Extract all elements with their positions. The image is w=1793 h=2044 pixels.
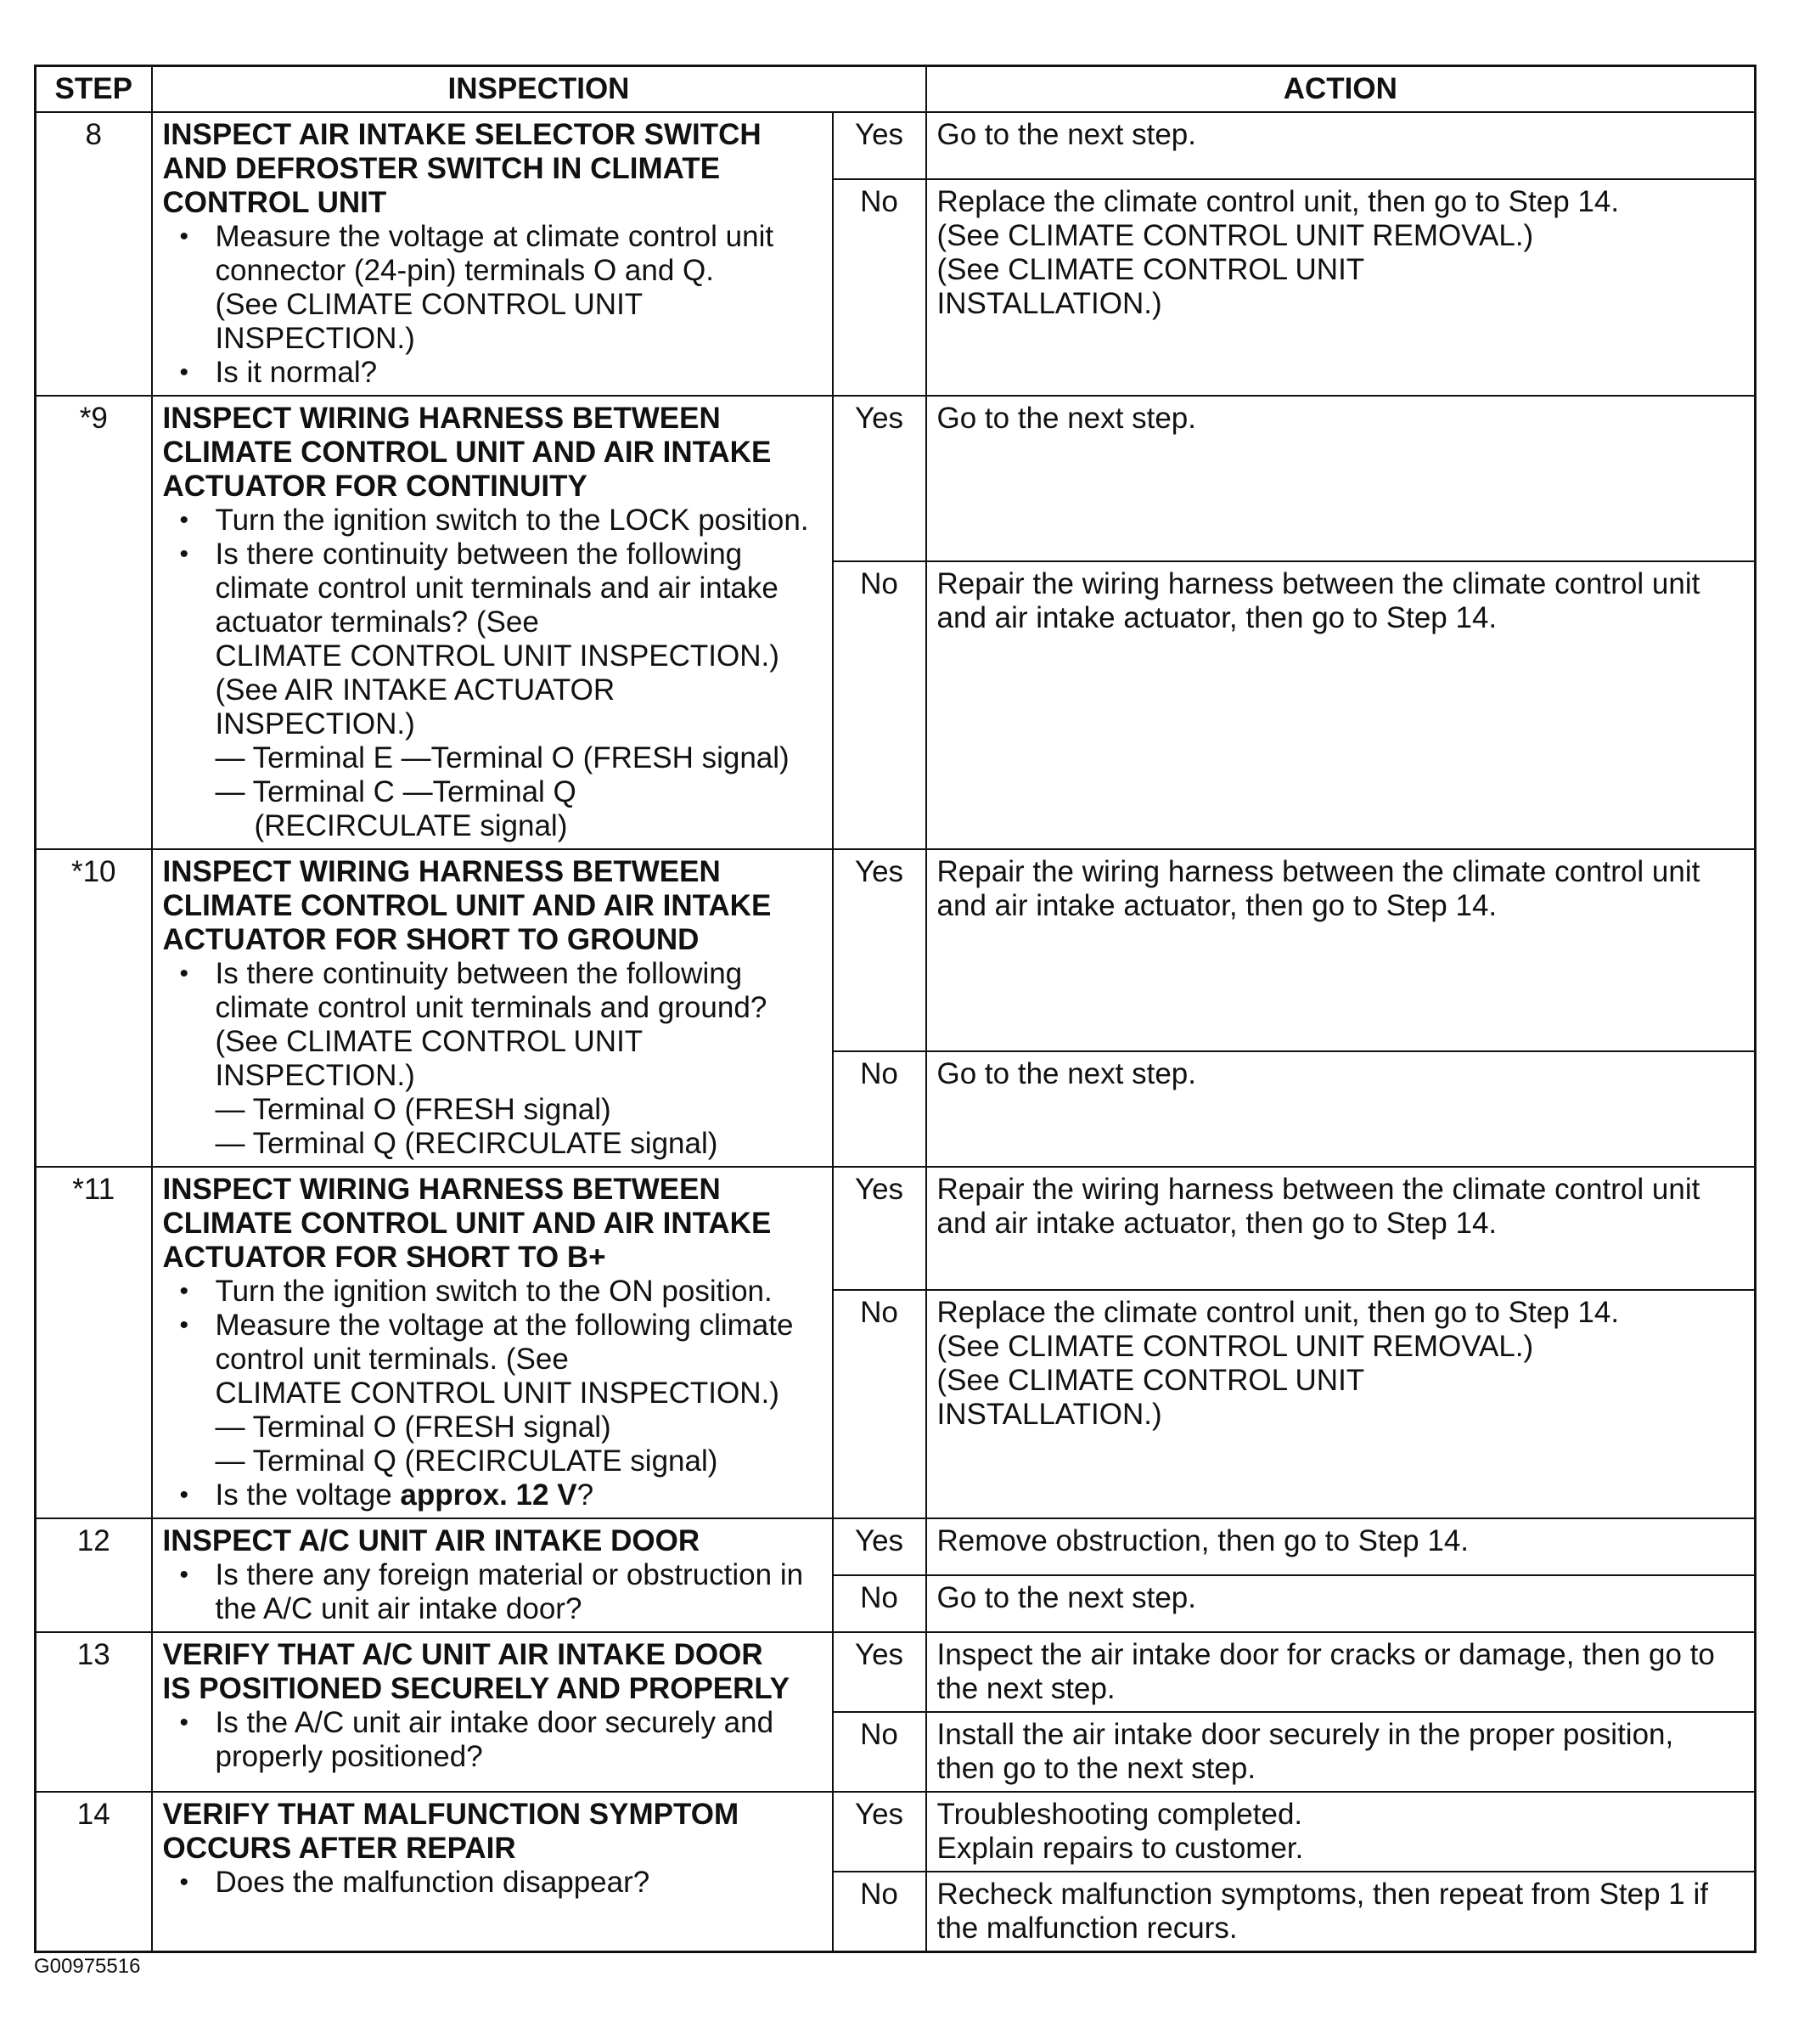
bullet-line: CLIMATE CONTROL UNIT INSPECTION.) [215, 1377, 779, 1410]
action-line: INSTALLATION.) [936, 1398, 1162, 1432]
inspection-cell [152, 396, 833, 849]
action-line: Go to the next step. [936, 1056, 1196, 1090]
bullet-line: • Is there continuity between the following [215, 538, 743, 571]
bullet-line: (See CLIMATE CONTROL UNIT [215, 288, 644, 321]
terminal-subitem [216, 1444, 825, 1478]
step-row [36, 1792, 1756, 1872]
no-label: No [833, 1575, 926, 1632]
action-line: the next step. [936, 1672, 1116, 1705]
terminal-line: — Terminal Q (RECIRCULATE signal) [215, 1444, 718, 1478]
no-action [926, 1712, 1756, 1792]
inspection-bullet [216, 1866, 825, 1900]
inspection-title-line: INSPECT WIRING HARNESS BETWEEN [162, 855, 721, 888]
terminal-line: — Terminal O (FRESH signal) [215, 1411, 611, 1444]
yes-label: Yes [833, 1792, 926, 1872]
bullet-line: INSPECTION.) [215, 322, 415, 355]
inspection-cell [152, 1632, 833, 1792]
terminal-line: — Terminal C —Terminal Q [215, 775, 576, 808]
inspection-title-line: AND DEFROSTER SWITCH IN CLIMATE [162, 152, 721, 185]
step-number: *10 [36, 849, 152, 1167]
action-line: Troubleshooting completed. [936, 1798, 1303, 1831]
troubleshooting-table [34, 65, 1756, 1953]
inspection-bullets [163, 1706, 825, 1774]
action-line: (See CLIMATE CONTROL UNIT REMOVAL.) [936, 219, 1534, 253]
inspection-bullet [216, 538, 825, 843]
bullet-text: ? [576, 1478, 594, 1512]
bullet-line: (See CLIMATE CONTROL UNIT [215, 1025, 644, 1058]
inspection-title-line: ACTUATOR FOR CONTINUITY [162, 470, 587, 503]
yes-label: Yes [833, 1518, 926, 1575]
yes-action [926, 1632, 1756, 1712]
action-line: Install the air intake door securely in the proper position, [936, 1718, 1674, 1751]
action-line: (See CLIMATE CONTROL UNIT [936, 1364, 1365, 1398]
step-number: 8 [36, 112, 152, 396]
no-label: No [833, 179, 926, 396]
inspection-bullet [216, 1706, 825, 1774]
inspection-bullets [163, 1558, 825, 1626]
inspection-title-line: ACTUATOR FOR SHORT TO GROUND [162, 923, 700, 956]
action-line: Replace the climate control unit, then go to Step 14. [936, 1296, 1620, 1330]
inspection-cell [152, 1792, 833, 1952]
inspection-title-line: CLIMATE CONTROL UNIT AND AIR INTAKE [162, 436, 772, 469]
inspection-title-line: ACTUATOR FOR SHORT TO B+ [162, 1241, 606, 1274]
bullet-line: INSPECTION.) [215, 707, 415, 740]
no-label: No [833, 1051, 926, 1167]
inspection-bullet [216, 1275, 825, 1309]
bullet-line: actuator terminals? (See [215, 605, 539, 639]
terminal-subitem [216, 1411, 825, 1444]
table-body [36, 112, 1756, 1952]
yes-label: Yes [833, 849, 926, 1051]
action-line: and air intake actuator, then go to Step 14. [936, 1207, 1498, 1240]
bullet-emphasis: approx. 12 V [400, 1478, 577, 1512]
inspection-bullet [216, 1478, 825, 1512]
inspection-cell [152, 1167, 833, 1518]
inspection-bullets [163, 504, 825, 843]
no-label: No [833, 1712, 926, 1792]
yes-label: Yes [833, 1632, 926, 1712]
step-number: *11 [36, 1167, 152, 1518]
step-row [36, 1632, 1756, 1712]
bullet-line: INSPECTION.) [215, 1059, 415, 1092]
inspection-title-line: VERIFY THAT A/C UNIT AIR INTAKE DOOR [162, 1638, 763, 1671]
action-line: Repair the wiring harness between the climate control unit [936, 566, 1700, 600]
action-line: then go to the next step. [936, 1752, 1256, 1785]
yes-label: Yes [833, 1167, 926, 1290]
inspection-title-line: CLIMATE CONTROL UNIT AND AIR INTAKE [162, 1207, 772, 1240]
action-line: the malfunction recurs. [936, 1912, 1238, 1945]
inspection-title-line: CLIMATE CONTROL UNIT AND AIR INTAKE [162, 889, 772, 922]
bullet-line: • Is the A/C unit air intake door securely and [215, 1706, 774, 1739]
yes-label: Yes [833, 396, 926, 561]
bullet-line: properly positioned? [215, 1740, 483, 1773]
no-action [926, 1290, 1756, 1518]
bullet-text: Is the voltage [215, 1478, 401, 1512]
action-line: Remove obstruction, then go to Step 14. [936, 1524, 1470, 1557]
step-number: *9 [36, 396, 152, 849]
step-row [36, 1518, 1756, 1575]
action-line: Replace the climate control unit, then go to Step 14. [936, 185, 1620, 219]
terminal-subitem [216, 1093, 825, 1127]
bullet-line: climate control unit terminals and air intake [215, 572, 778, 605]
inspection-cell [152, 112, 833, 396]
inspection-title-line: CONTROL UNIT [162, 186, 387, 219]
yes-action [926, 1792, 1756, 1872]
action-line: INSTALLATION.) [936, 287, 1162, 321]
inspection-bullet [216, 1309, 825, 1478]
step-row [36, 112, 1756, 179]
inspection-cell [152, 849, 833, 1167]
terminal-line: — Terminal E —Terminal O (FRESH signal) [215, 741, 790, 774]
bullet-line: CLIMATE CONTROL UNIT INSPECTION.) [215, 639, 779, 673]
inspection-bullets [163, 1866, 825, 1900]
header-row [36, 66, 1756, 113]
terminal-subitem [216, 775, 825, 843]
no-action [926, 1575, 1756, 1632]
bullet-line: • Measure the voltage at the following climate [215, 1309, 794, 1342]
inspection-bullet [216, 504, 825, 538]
action-line: Go to the next step. [936, 1581, 1196, 1614]
step-number: 12 [36, 1518, 152, 1632]
inspection-bullets [163, 220, 825, 390]
inspection-title-line: IS POSITIONED SECURELY AND PROPERLY [162, 1672, 790, 1705]
bullet-line: the A/C unit air intake door? [215, 1592, 582, 1625]
no-action [926, 179, 1756, 396]
bullet-line: • Is there any foreign material or obstruction in [215, 1558, 804, 1591]
bullet-line: climate control unit terminals and ground? [215, 991, 767, 1024]
terminal-line: — Terminal Q (RECIRCULATE signal) [215, 1127, 718, 1160]
yes-action [926, 1518, 1756, 1575]
action-line: Repair the wiring harness between the climate control unit [936, 1173, 1700, 1206]
yes-label: Yes [833, 112, 926, 179]
figure-code: G00975516 [34, 1955, 141, 1978]
inspection-bullets [163, 957, 825, 1161]
terminal-line: — Terminal O (FRESH signal) [215, 1093, 611, 1126]
bullet-line: • Turn the ignition switch to the ON position. [215, 1275, 773, 1308]
step-row [36, 849, 1756, 1051]
bullet-line: • Does the malfunction disappear? [215, 1866, 650, 1899]
bullet-line: • Turn the ignition switch to the LOCK position. [215, 504, 809, 537]
bullet-line: control unit terminals. (See [215, 1343, 569, 1376]
header-step: STEP [36, 66, 152, 113]
bullet-line: • Is it normal? [215, 356, 378, 389]
inspection-title-line: OCCURS AFTER REPAIR [162, 1832, 516, 1865]
inspection-title-line: INSPECT WIRING HARNESS BETWEEN [162, 402, 721, 435]
action-line: Repair the wiring harness between the climate control unit [936, 855, 1700, 888]
no-label: No [833, 1872, 926, 1952]
inspection-bullet [216, 356, 825, 390]
terminal-line: (RECIRCULATE signal) [254, 809, 568, 842]
inspection-bullets [163, 1275, 825, 1512]
action-line: Go to the next step. [936, 402, 1196, 435]
inspection-bullet [216, 1558, 825, 1626]
bullet-line: • Is there continuity between the following [215, 957, 743, 990]
bullet-line: • Measure the voltage at climate control unit [215, 220, 774, 253]
terminal-subitem [216, 741, 825, 775]
inspection-bullet [216, 220, 825, 356]
no-label: No [833, 1290, 926, 1518]
action-line: Explain repairs to customer. [936, 1832, 1304, 1865]
inspection-title-line: VERIFY THAT MALFUNCTION SYMPTOM [162, 1798, 739, 1831]
yes-action [926, 396, 1756, 561]
action-line: Inspect the air intake door for cracks or damage, then go to [936, 1638, 1715, 1671]
step-number: 13 [36, 1632, 152, 1792]
header-action: ACTION [926, 66, 1756, 113]
action-line: and air intake actuator, then go to Step 14. [936, 600, 1498, 634]
step-row [36, 396, 1756, 561]
action-line: (See CLIMATE CONTROL UNIT REMOVAL.) [936, 1330, 1534, 1364]
inspection-cell [152, 1518, 833, 1632]
no-action [926, 561, 1756, 849]
yes-action [926, 849, 1756, 1051]
bullet-line: (See AIR INTAKE ACTUATOR [215, 673, 615, 707]
terminal-subitem [216, 1127, 825, 1161]
action-line: Go to the next step. [936, 118, 1196, 151]
no-label: No [833, 561, 926, 849]
action-line: (See CLIMATE CONTROL UNIT [936, 253, 1365, 287]
no-action [926, 1051, 1756, 1167]
header-inspection: INSPECTION [152, 66, 926, 113]
inspection-title-line: INSPECT AIR INTAKE SELECTOR SWITCH [162, 118, 762, 151]
bullet-line: connector (24-pin) terminals O and Q. [215, 254, 714, 287]
step-number: 14 [36, 1792, 152, 1952]
no-action [926, 1872, 1756, 1952]
action-line: Recheck malfunction symptoms, then repeat from Step 1 if [936, 1878, 1708, 1911]
inspection-title-line: INSPECT A/C UNIT AIR INTAKE DOOR [162, 1524, 700, 1557]
yes-action [926, 1167, 1756, 1290]
inspection-bullet [216, 957, 825, 1161]
step-row [36, 1167, 1756, 1290]
action-line: and air intake actuator, then go to Step 14. [936, 889, 1498, 922]
inspection-title-line: INSPECT WIRING HARNESS BETWEEN [162, 1173, 721, 1206]
yes-action [926, 112, 1756, 179]
